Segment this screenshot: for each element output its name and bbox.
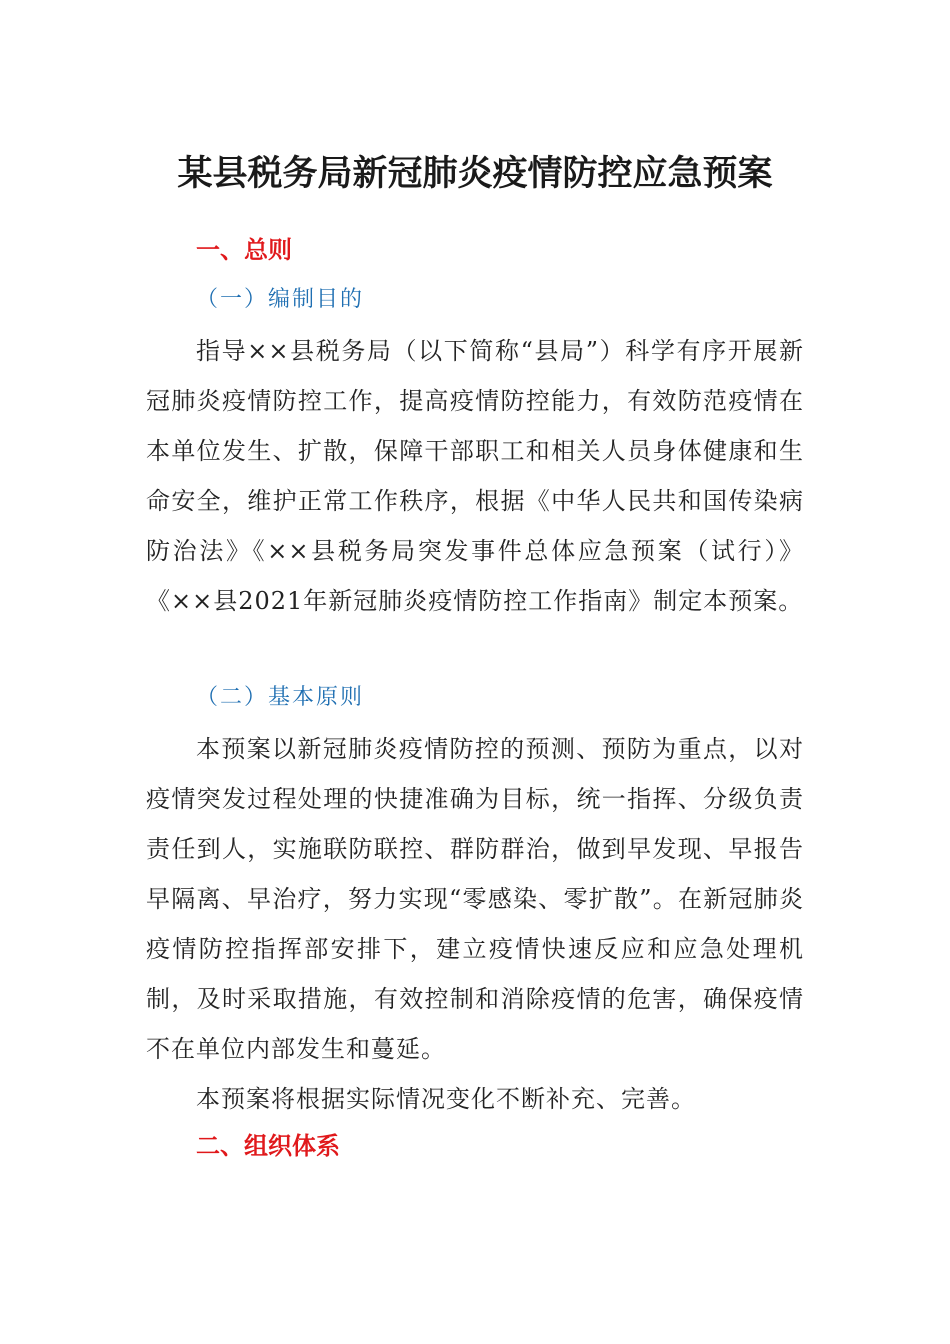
paragraph-supplement: 本预案将根据实际情况变化不断补充、完善。 [196, 1085, 696, 1113]
document-title: 某县税务局新冠肺炎疫情防控应急预案 [177, 153, 773, 194]
section-heading-general: 一、总则 [196, 236, 292, 264]
paragraph-purpose: 指导××县税务局（以下简称“县局”）科学有序开展新冠肺炎疫情防控工作，提高疫情防控能力，有效防范疫情在本单位发生、扩散，保障干部职工和相关人员身体健康和生命安全，维护正常工作秩序，根据《中华人民共和国传染病防治法》《××县税务局突发事件总体应急预案（试行）》《××县2021年新冠肺炎疫情防控工作指南》制定本预案。 [146, 337, 804, 615]
section-heading-organization: 二、组织体系 [196, 1132, 340, 1160]
paragraph-principles: 本预案以新冠肺炎疫情防控的预测、预防为重点，以对疫情突发过程处理的快捷准确为目标，统一指挥、分级负责责任到人，实施联防联控、群防群治，做到早发现、早报告早隔离、早治疗，努力实现“零感染、零扩散”。在新冠肺炎疫情防控指挥部安排下，建立疫情快速反应和应急处理机制，及时采取措施，有效控制和消除疫情的危害，确保疫情不在单位内部发生和蔓延。 [146, 735, 804, 1063]
subsection-heading-purpose: （一）编制目的 [196, 287, 365, 312]
subsection-heading-principles: （二）基本原则 [196, 685, 365, 710]
